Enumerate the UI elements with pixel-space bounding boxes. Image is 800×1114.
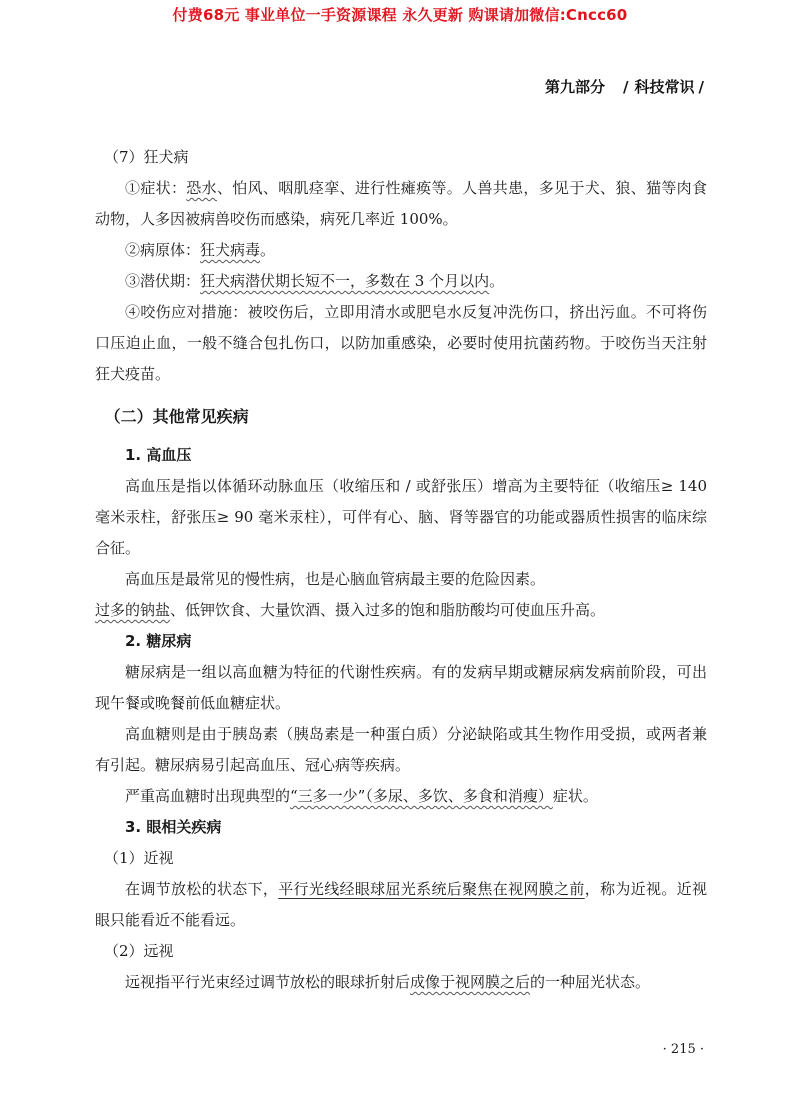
rabies-symptom — [95, 173, 707, 235]
text-span: 。 — [260, 241, 276, 259]
header-slash-end: / — [698, 78, 704, 96]
eye-heading: 3. 眼相关疾病 — [125, 818, 222, 836]
hyperopia-title: （2）远视 — [104, 942, 174, 960]
topic-label: 科技常识 — [634, 78, 695, 96]
emphasis-wavy: 狂犬病毒 — [200, 241, 261, 259]
header-slash: / — [623, 78, 629, 96]
emphasis-wavy: “三多一少”（多尿、多饮、多食和消瘦） — [290, 787, 553, 805]
text-span: 在调节放松的状态下， — [125, 880, 279, 898]
text-span: ②病原体： — [125, 241, 201, 259]
text-span: 、低钾饮食、大量饮酒、摄入过多的饱和脂肪酸均可使血压升高。 — [170, 601, 606, 619]
emphasis-wavy: 过多的钠盐 — [95, 601, 171, 619]
text-span: 严重高血糖时出现典型的 — [125, 787, 291, 805]
text-span: ，称为近视。近视眼只能看近不能看远。 — [95, 880, 707, 929]
text-span: ③潜伏期： — [125, 272, 201, 290]
hypertension-definition: 高血压是指以体循环动脉血压（收缩压和 / 或舒张压）增高为主要特征（收缩压≥ 140 毫米汞柱，舒张压≥ 90 毫米汞柱），可伴有心、脑、肾等器官的功能或器质性损害的临床综合征。 — [95, 477, 707, 557]
myopia-definition — [95, 874, 707, 936]
rabies-pathogen — [95, 235, 707, 266]
hypertension-heading: 1. 高血压 — [125, 446, 192, 464]
hyperopia-definition — [95, 967, 707, 998]
text-span: 、怕风、咽肌痉挛、进行性瘫痪等。人兽共患，多见于犬、狼、猫等肉食动物，人多因被病兽咬伤而感染，病死几率近 100%。 — [95, 179, 707, 228]
emphasis-wavy: 恐水 — [186, 179, 217, 197]
diabetes-cause: 高血糖则是由于胰岛素（胰岛素是一种蛋白质）分泌缺陷或其生物作用受损，或两者兼有引起。糖尿病易引起高血压、冠心病等疾病。 — [95, 725, 707, 774]
diabetes-definition: 糖尿病是一组以高血糖为特征的代谢性疾病。有的发病早期或糖尿病发病前阶段，可出现午餐或晚餐前低血糖症状。 — [95, 663, 707, 712]
part-label: 第九部分 — [545, 78, 606, 96]
hypertension-risk: 高血压是最常见的慢性病，也是心脑血管病最主要的危险因素。 — [125, 570, 546, 588]
text-span: 。 — [489, 272, 505, 290]
myopia-title: （1）近视 — [104, 849, 174, 867]
section-header — [545, 76, 704, 97]
text-span: ①症状： — [125, 179, 187, 197]
rabies-title: （7）狂犬病 — [104, 148, 189, 166]
other-diseases-heading: （二）其他常见疾病 — [104, 407, 249, 426]
diabetes-heading: 2. 糖尿病 — [125, 632, 192, 650]
emphasis-underline: 平行光线经眼球屈光系统后聚焦在视网膜之前 — [278, 880, 585, 898]
page-content — [95, 142, 707, 998]
rabies-incubation — [95, 266, 707, 297]
diabetes-symptoms — [95, 781, 707, 812]
promo-banner: 付费68元 事业单位一手资源课程 永久更新 购课请加微信:Cncc60 — [172, 6, 628, 24]
emphasis-wavy: 狂犬病潜伏期长短不一，多数在 3 个月以内 — [200, 272, 490, 290]
hypertension-causes — [95, 595, 707, 626]
text-span: 症状。 — [552, 787, 598, 805]
emphasis-wavy: 成像于视网膜之后 — [410, 973, 531, 991]
text-span: 的一种屈光状态。 — [530, 973, 651, 991]
text-span: 远视指平行光束经过调节放松的眼球折射后 — [125, 973, 411, 991]
rabies-response: ④咬伤应对措施：被咬伤后，立即用清水或肥皂水反复冲洗伤口，挤出污血。不可将伤口压迫止血，一般不缝合包扎伤口，以防加重感染，必要时使用抗菌药物。于咬伤当天注射狂犬疫苗。 — [95, 303, 707, 383]
page-number: · 215 · — [662, 1042, 704, 1057]
